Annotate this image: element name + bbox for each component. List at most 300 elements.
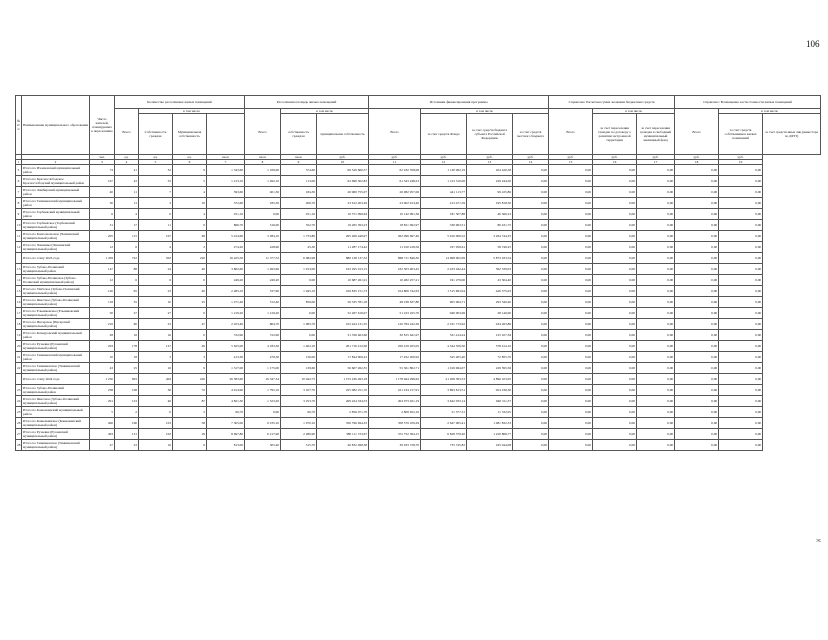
- row-value: 0,00: [593, 319, 637, 330]
- table-row: [16, 220, 821, 231]
- row-value: 0,00: [719, 187, 763, 198]
- row-value: 220: [173, 374, 207, 385]
- row-value: 206,70: [281, 198, 317, 209]
- row-index: 28: [16, 440, 22, 451]
- ref1-total-header: Всего: [549, 109, 593, 155]
- row-value: 0,00: [593, 407, 637, 418]
- column-number-cell: 8: [245, 160, 281, 165]
- row-value: 195 818,30: [467, 198, 513, 209]
- row-value: 30 815 641,97: [369, 330, 421, 341]
- row-value: 0,00: [637, 418, 675, 429]
- row-value: 6 082,96: [281, 253, 317, 264]
- row-value: 325 405,40: [421, 352, 467, 363]
- ref1-econ1-header: за счет переселения граждан по договору о развитии застроенной территории: [593, 114, 637, 155]
- page-number: 106: [806, 39, 820, 49]
- group-ref1-header: Справочно: Расчетная сумма экономии бюджетных средств: [549, 96, 675, 109]
- sqm-own-header: собственность граждан: [281, 114, 317, 155]
- column-number-cell: 9: [281, 160, 317, 165]
- row-value: 0,00: [637, 198, 675, 209]
- row-value: 0,00: [719, 330, 763, 341]
- row-index: 11: [16, 231, 22, 242]
- row-value: 0,00: [593, 352, 637, 363]
- row-value: 48: [173, 231, 207, 242]
- row-value: 40: [173, 286, 207, 297]
- ref1-in-that: в том числе: [593, 109, 675, 114]
- row-value: 0: [173, 308, 207, 319]
- ref1-econ2-header: за счет переселения граждан в свободный муниципальный жилищный фонд: [637, 114, 675, 155]
- row-value: 0,00: [719, 440, 763, 451]
- row-value: 43 504,40: [467, 275, 513, 286]
- row-value: 118: [90, 297, 115, 308]
- row-value: 120 784 242,36: [369, 319, 421, 330]
- row-value: 6 217,90: [245, 429, 281, 440]
- row-value: 0,00: [549, 341, 593, 352]
- row-value: 413 471,59: [421, 198, 467, 209]
- row-value: 0,00: [719, 418, 763, 429]
- row-value: 0,00: [513, 308, 549, 319]
- row-value: 0,00: [549, 275, 593, 286]
- row-value: 0,00: [549, 231, 593, 242]
- row-value: 1 523,20: [245, 396, 281, 407]
- row-value: 4 821,30: [207, 396, 245, 407]
- row-value: 125 107,39: [467, 330, 513, 341]
- row-value: 0,00: [549, 187, 593, 198]
- table-row: [16, 330, 821, 341]
- table-row: [16, 418, 821, 429]
- row-value: 0,00: [637, 374, 675, 385]
- row-value: 1 945,10: [281, 286, 317, 297]
- table-row: [16, 407, 821, 418]
- row-value: 502: [139, 253, 173, 264]
- row-value: 48 238 637,80: [369, 297, 421, 308]
- fin-local-header: за счет средств местного бюджета: [513, 114, 549, 155]
- row-value: 10 142 991,36: [369, 209, 421, 220]
- row-value: 58: [173, 418, 207, 429]
- row-value: 51 377,51: [421, 407, 467, 418]
- table-row: [16, 209, 821, 220]
- row-value: 40 832 498,38: [317, 440, 369, 451]
- row-value: 11 377,52: [245, 253, 281, 264]
- row-value: 72 855,70: [467, 352, 513, 363]
- row-value: 16: [139, 330, 173, 341]
- row-value: 0,00: [513, 253, 549, 264]
- row-value: 225 082 251,70: [317, 385, 369, 396]
- row-index: 7: [16, 187, 22, 198]
- row-name: Итого по Ковылкинское (Ковылкинский муниципальный район): [22, 418, 90, 429]
- row-value: 0,00: [593, 330, 637, 341]
- table-row: [16, 396, 821, 407]
- row-value: 0,00: [593, 341, 637, 352]
- row-value: 1 140 992,19: [421, 165, 467, 176]
- row-name: Итого по Комсомольское (Чамзинский муниципальный район): [22, 231, 90, 242]
- row-value: 191 279,00: [421, 275, 467, 286]
- row-index: 17: [16, 308, 22, 319]
- row-value: 0,00: [513, 165, 549, 176]
- row-value: 372 752 394,15: [369, 429, 421, 440]
- row-value: 537,90: [245, 286, 281, 297]
- table-row: [16, 363, 821, 374]
- row-value: 0,00: [637, 330, 675, 341]
- table-row: [16, 440, 821, 451]
- row-index: 15: [16, 286, 22, 297]
- row-value: 378 414,10: [467, 341, 513, 352]
- row-value: 5 873 033,54: [467, 253, 513, 264]
- row-value: 0: [139, 407, 173, 418]
- row-value: 1 795,10: [245, 385, 281, 396]
- row-value: 6: [90, 209, 115, 220]
- row-value: 0,00: [549, 264, 593, 275]
- row-value: 0,00: [675, 264, 719, 275]
- column-number-cell: 12: [421, 160, 467, 165]
- row-value: 276,50: [245, 352, 281, 363]
- unit-cell: руб.: [513, 155, 549, 160]
- row-value: 40: [173, 264, 207, 275]
- row-value: 5 610 006,52: [421, 231, 467, 242]
- row-value: 147: [90, 264, 115, 275]
- row-value: 165 044,08: [467, 440, 513, 451]
- row-value: 87: [173, 396, 207, 407]
- row-value: 181 507,88: [421, 209, 467, 220]
- row-value: 25: [115, 363, 139, 374]
- row-value: 27: [115, 308, 139, 319]
- row-value: 72: [173, 385, 207, 396]
- row-value: 4: [115, 209, 139, 220]
- row-name: Итого по Кочкуровский муниципальный район: [22, 330, 90, 341]
- row-value: 11 532,05: [467, 407, 513, 418]
- row-value: 6: [173, 220, 207, 231]
- table-row: [16, 165, 821, 176]
- row-value: 0,00: [593, 286, 637, 297]
- row-value: 401,30: [245, 187, 281, 198]
- row-value: 205: [90, 231, 115, 242]
- row-value: 0,00: [549, 330, 593, 341]
- row-value: 0,00: [719, 352, 763, 363]
- row-value: 3 284,10: [245, 231, 281, 242]
- row-value: 102: [139, 429, 173, 440]
- row-value: 0,00: [549, 429, 593, 440]
- row-value: 0,00: [549, 165, 593, 176]
- report-table: [15, 95, 821, 451]
- row-value: 10 482 257,21: [369, 275, 421, 286]
- row-name: Итого по этапу 2024 года: [22, 374, 90, 385]
- row-value: 0,00: [513, 187, 549, 198]
- row-value: 0,00: [637, 165, 675, 176]
- row-value: 0,00: [719, 297, 763, 308]
- row-value: 868 711 846,30: [369, 253, 421, 264]
- row-value: 400: [90, 418, 115, 429]
- row-value: 11 010 418,56: [369, 242, 421, 253]
- row-value: 51 223 165,70: [369, 308, 421, 319]
- table-row: [16, 385, 821, 396]
- unit-cell: руб.: [369, 155, 421, 160]
- row-value: 2 809 652,16: [369, 407, 421, 418]
- row-value: 228,90: [245, 242, 281, 253]
- row-value: 4: [139, 242, 173, 253]
- row-value: 0,00: [593, 440, 637, 451]
- row-index: 12: [16, 242, 22, 253]
- area-total-header: Всего: [115, 109, 139, 155]
- row-value: 17 452 200,92: [369, 352, 421, 363]
- row-value: 30: [90, 198, 115, 209]
- row-value: 0,00: [549, 440, 593, 451]
- unit-cell: руб.: [637, 155, 675, 160]
- row-value: 0,00: [637, 264, 675, 275]
- column-number-cell: 16: [593, 160, 637, 165]
- row-value: 0,00: [675, 363, 719, 374]
- row-value: 0,00: [675, 187, 719, 198]
- area-mun-header: Муниципальная собственность: [173, 114, 207, 155]
- row-value: 86 431,75: [467, 220, 513, 231]
- row-value: 0,00: [593, 418, 637, 429]
- row-value: 4 183,30: [245, 341, 281, 352]
- row-value: 45,30: [281, 242, 317, 253]
- row-value: 251,10: [281, 209, 317, 220]
- row-value: 256 419 025,05: [369, 341, 421, 352]
- row-value: 722,90: [207, 330, 245, 341]
- table-row: [16, 198, 821, 209]
- row-index: 24: [16, 396, 22, 407]
- unit-cell: руб.: [719, 155, 763, 160]
- row-name: Итого по Явасское (Зубово-Полянский муниципальный район): [22, 297, 90, 308]
- row-value: 216: [90, 319, 115, 330]
- row-value: 0,00: [719, 231, 763, 242]
- row-value: 261 716 212,00: [317, 341, 369, 352]
- row-value: 0,00: [637, 363, 675, 374]
- table-row: [16, 176, 821, 187]
- row-value: 26 082 957,06: [369, 187, 421, 198]
- row-value: 0,00: [637, 275, 675, 286]
- area-blank-header: [207, 114, 245, 155]
- row-value: 434 263,86: [467, 319, 513, 330]
- row-name: Итого по Темниковский муниципальный район: [22, 198, 90, 209]
- row-value: 6: [115, 275, 139, 286]
- row-value: 1 178 464 298,62: [369, 374, 421, 385]
- row-value: 23: [139, 319, 173, 330]
- row-value: 0,00: [513, 363, 549, 374]
- fin-in-that: в том числе: [421, 109, 549, 114]
- row-index: 5: [16, 165, 22, 176]
- area-own-header: Собственность граждан: [139, 114, 173, 155]
- row-value: 13: [115, 198, 139, 209]
- col-people-header: Число жителей, планируемых к переселению: [90, 96, 115, 155]
- row-value: 163 295 013,15: [317, 264, 369, 275]
- row-value: 0,00: [513, 176, 549, 187]
- row-value: 0,00: [513, 220, 549, 231]
- row-value: 0,00: [593, 374, 637, 385]
- row-value: 18 821 992,97: [369, 220, 421, 231]
- row-value: 28: [90, 330, 115, 341]
- column-number-cell: 5: [139, 160, 173, 165]
- row-value: 0,00: [637, 308, 675, 319]
- row-value: 185,30: [245, 198, 281, 209]
- row-value: 0,00: [719, 264, 763, 275]
- row-value: 905 964,71: [421, 297, 467, 308]
- fin-fund-header: за счет средств Фонда: [421, 114, 467, 155]
- row-value: 0,00: [513, 286, 549, 297]
- column-number-cell: 18: [675, 160, 719, 165]
- row-index: 26: [16, 418, 22, 429]
- row-value: 0,00: [675, 165, 719, 176]
- column-number-cell: 2: [22, 160, 90, 165]
- row-value: 3 264 744,35: [467, 231, 513, 242]
- row-value: 1 070,10: [281, 418, 317, 429]
- row-value: 2: [173, 242, 207, 253]
- row-value: 0,00: [513, 429, 549, 440]
- row-value: 106 835 151,73: [317, 286, 369, 297]
- row-value: 0,00: [637, 396, 675, 407]
- row-value: 0,00: [675, 286, 719, 297]
- row-value: 17: [115, 220, 139, 231]
- table-row: [16, 297, 821, 308]
- row-value: 56 607 262,35: [317, 363, 369, 374]
- row-value: 866,70: [207, 220, 245, 231]
- row-name: Итого по Краснослободское Краснослободский муниципальный район: [22, 176, 90, 187]
- row-value: 0,00: [513, 319, 549, 330]
- row-value: 46 560,23: [467, 209, 513, 220]
- row-value: 859,00: [281, 297, 317, 308]
- row-name: Итого по Ичалковский муниципальный район: [22, 165, 90, 176]
- row-value: 88: [115, 264, 139, 275]
- table-row: [16, 308, 821, 319]
- row-value: 426 575,03: [467, 286, 513, 297]
- row-value: 463: [90, 429, 115, 440]
- row-name: Итого по Ковылкинский муниципальный район: [22, 407, 90, 418]
- row-value: 66,70: [281, 407, 317, 418]
- table-row: [16, 187, 821, 198]
- row-index: 8: [16, 198, 22, 209]
- table-row: [16, 275, 821, 286]
- row-value: 262 096 697,40: [369, 231, 421, 242]
- column-number-cell: 11: [369, 160, 421, 165]
- row-value: 2 191 713,92: [421, 319, 467, 330]
- row-value: 722: [115, 253, 139, 264]
- row-value: 10: [139, 297, 173, 308]
- row-value: 0,00: [549, 374, 593, 385]
- row-index: 22: [16, 363, 22, 374]
- row-value: 0,00: [637, 187, 675, 198]
- row-value: 0,00: [719, 220, 763, 231]
- row-name: Итого по Лямбирский муниципальный район: [22, 187, 90, 198]
- unit-cell: руб.: [675, 155, 719, 160]
- ref2-owners-header: за счет средств собственников жилых помещений: [719, 114, 763, 155]
- row-value: 0,00: [675, 330, 719, 341]
- column-number-cell: 10: [317, 160, 369, 165]
- row-value: 0,00: [593, 242, 637, 253]
- row-value: 65: [115, 286, 139, 297]
- row-value: 0,00: [549, 319, 593, 330]
- row-value: 0,00: [637, 319, 675, 330]
- row-value: 229 244,50: [467, 176, 513, 187]
- row-value: 0,00: [637, 297, 675, 308]
- row-value: 0,00: [593, 165, 637, 176]
- row-value: 55 361 802,71: [369, 363, 421, 374]
- row-value: 0,00: [719, 363, 763, 374]
- row-value: 178: [115, 341, 139, 352]
- row-value: 0,00: [675, 440, 719, 451]
- row-value: 315,70: [281, 440, 317, 451]
- row-value: 0,00: [637, 231, 675, 242]
- unit-cell: кв.м: [245, 155, 281, 160]
- row-value: 0,00: [675, 407, 719, 418]
- row-value: 0,00: [513, 418, 549, 429]
- table-row: [16, 319, 821, 330]
- row-value: 2 483,10: [207, 286, 245, 297]
- row-value: 3: [139, 198, 173, 209]
- row-value: 0,00: [513, 330, 549, 341]
- row-value: 41: [115, 165, 139, 176]
- row-value: 10 371 099,64: [317, 209, 369, 220]
- row-value: 0,00: [675, 220, 719, 231]
- row-value: 0,00: [281, 275, 317, 286]
- row-name: Итого по Рузаевка (Рузаевский муниципальный район): [22, 429, 90, 440]
- row-value: 0,00: [513, 242, 549, 253]
- row-value: 160: [115, 418, 139, 429]
- row-value: 108: [115, 385, 139, 396]
- row-value: 0,00: [593, 187, 637, 198]
- row-value: 251,10: [207, 209, 245, 220]
- row-value: 0,00: [593, 396, 637, 407]
- row-value: 0,00: [719, 341, 763, 352]
- row-value: 36 933 728,70: [369, 440, 421, 451]
- ref2-investor-header: за счет средств иных лиц (инвестора по ДРЗТ): [763, 114, 821, 155]
- fin-subj-header: за счет средств бюджета субъекта Российской Федерации: [467, 114, 513, 155]
- row-value: 3 893 813,51: [421, 385, 467, 396]
- row-value: 0,00: [513, 264, 549, 275]
- row-value: 10: [90, 352, 115, 363]
- row-value: 0,00: [637, 407, 675, 418]
- row-name: Итого по Инсарское (Инсарский муниципальный район): [22, 319, 90, 330]
- row-value: 62 182 558,06: [369, 165, 421, 176]
- row-name: Итого по Темниковский муниципальный район: [22, 352, 90, 363]
- row-value: 11: [115, 187, 139, 198]
- row-value: 0,00: [675, 319, 719, 330]
- unit-cell: кв.м: [207, 155, 245, 160]
- row-value: 362 339,03: [467, 264, 513, 275]
- row-name: Итого по Зубово-Полянский муниципальный район: [22, 385, 90, 396]
- row-name: Итого по Темниковское (Темниковский муниципальный район): [22, 363, 90, 374]
- row-value: 4: [173, 209, 207, 220]
- row-value: 0,00: [513, 396, 549, 407]
- row-value: 12: [90, 275, 115, 286]
- unit-cell: руб.: [593, 155, 637, 160]
- row-value: 3 107,70: [281, 385, 317, 396]
- row-value: 184,30: [281, 187, 317, 198]
- row-value: 0,00: [513, 407, 549, 418]
- row-value: 413,30: [207, 352, 245, 363]
- row-value: 3 862,60: [207, 264, 245, 275]
- row-index: 21: [16, 352, 22, 363]
- row-value: 2 647 065,41: [421, 418, 467, 429]
- row-value: 0,00: [675, 198, 719, 209]
- unit-cell: ед.: [139, 155, 173, 160]
- row-value: 58 749,25: [467, 242, 513, 253]
- row-value: 0,00: [637, 209, 675, 220]
- row-value: 197 056,61: [421, 242, 467, 253]
- row-value: 0,00: [593, 198, 637, 209]
- row-value: 11: [139, 220, 173, 231]
- row-value: 26 383,60: [207, 374, 245, 385]
- row-value: 1 402,10: [281, 341, 317, 352]
- row-value: 404: [139, 374, 173, 385]
- row-value: 0,00: [719, 242, 763, 253]
- row-value: 18: [115, 352, 139, 363]
- row-value: 0,00: [245, 407, 281, 418]
- row-value: 0,00: [719, 198, 763, 209]
- row-value: 60: [115, 319, 139, 330]
- row-value: 249,20: [207, 275, 245, 286]
- row-value: 0,00: [593, 176, 637, 187]
- row-value: 374,60: [281, 165, 317, 176]
